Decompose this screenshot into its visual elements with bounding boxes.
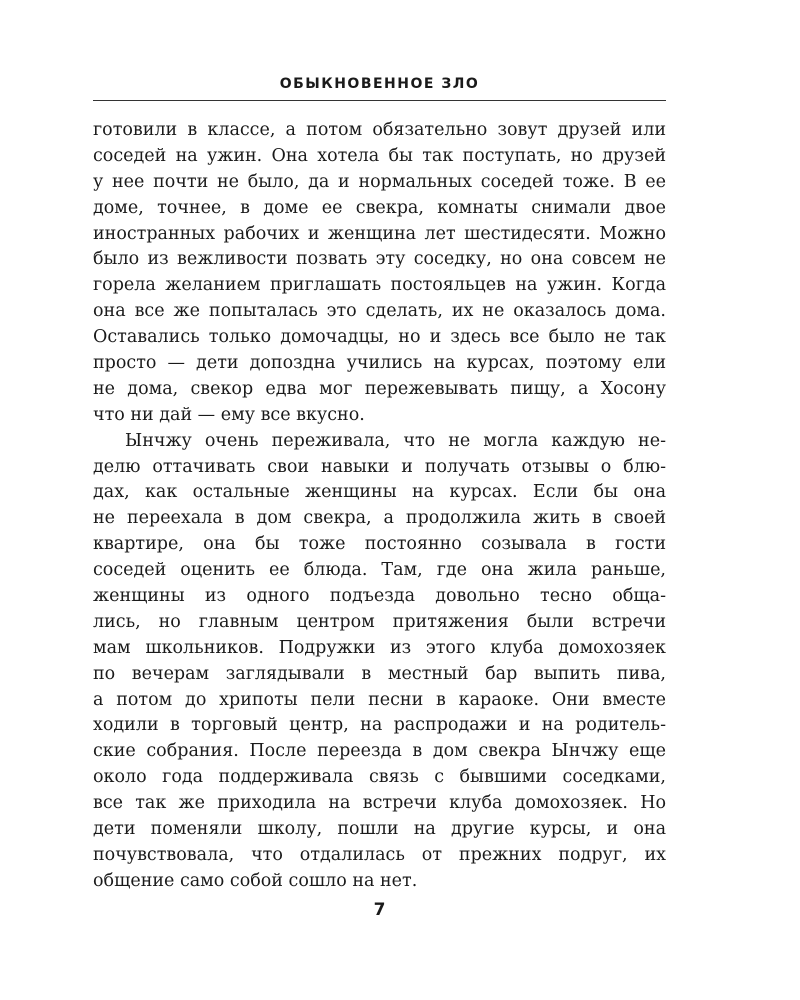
text-line: иностранных рабочих и женщина лет шестидесяти. Можно — [93, 223, 666, 244]
text-line: дети поменяли школу, пошли на другие курсы, и она — [93, 819, 666, 840]
running-header: ОБЫКНОВЕННОЕ ЗЛО — [279, 76, 480, 92]
text-line: просто — дети допоздна учились на курсах, поэтому ели — [93, 353, 666, 374]
text-line: было из вежливости позвать эту соседку, но она совсем не — [93, 249, 666, 270]
text-line: а потом до хрипоты пели песни в караоке. Они вместе — [93, 689, 666, 710]
text-line: соседей на ужин. Она хотела бы так поступать, но друзей — [93, 145, 666, 166]
text-line: доме, точнее, в доме ее свекра, комнаты снимали двое — [93, 197, 666, 218]
text-line: горела желанием приглашать постояльцев на ужин. Когда — [93, 275, 666, 296]
text-line: готовили в классе, а потом обязательно зовут друзей или — [93, 120, 666, 140]
text-line: мам школьников. Подружки из этого клуба домохозяек — [93, 637, 666, 658]
text-line: все так же приходила на встречи клуба домохозяек. Но — [93, 793, 666, 814]
text-line: ские собрания. После переезда в дом свекра Ынчжу еще — [93, 741, 666, 762]
text-line: по вечерам заглядывали в местный бар выпить пива, — [93, 663, 666, 684]
text-line: около года поддерживала связь с бывшими соседками, — [93, 767, 666, 788]
text-line: она все же попыталась это сделать, их не оказалось дома. — [93, 301, 666, 322]
header-rule — [93, 100, 666, 101]
paragraph-1 — [93, 118, 666, 429]
text-line: квартире, она бы тоже постоянно созывала в гости — [93, 534, 666, 555]
text-line: почувствовала, что отдалилась от прежних подруг, их — [93, 844, 666, 865]
text-line: женщины из одного подъезда довольно тесно обща- — [93, 586, 666, 607]
text-line: делю оттачивать свои навыки и получать отзывы о блю- — [93, 456, 666, 477]
paragraph-2 — [93, 429, 666, 895]
text-line: Оставались только домочадцы, но и здесь все было не так — [93, 327, 666, 348]
body-text — [93, 118, 666, 895]
text-line: не дома, свекор едва мог пережевывать пищу, а Хосону — [93, 378, 666, 399]
text-line: Ынчжу очень переживала, что не могла каждую не- — [125, 430, 666, 451]
text-line: ходили в торговый центр, на распродажи и на родитель- — [93, 715, 666, 736]
text-line: у нее почти не было, да и нормальных соседей тоже. В ее — [93, 171, 666, 192]
page-number: 7 — [373, 900, 386, 920]
text-line: общение само собой сошло на нет. — [93, 870, 418, 891]
text-line: что ни дай — ему все вкусно. — [93, 404, 365, 425]
text-line: лись, но главным центром притяжения были встречи — [93, 611, 666, 632]
text-line: соседей оценить ее блюда. Там, где она жила раньше, — [93, 560, 666, 581]
text-line: дах, как остальные женщины на курсах. Если бы она — [93, 482, 666, 503]
text-line: не переехала в дом свекра, а продолжила жить в своей — [93, 508, 666, 529]
